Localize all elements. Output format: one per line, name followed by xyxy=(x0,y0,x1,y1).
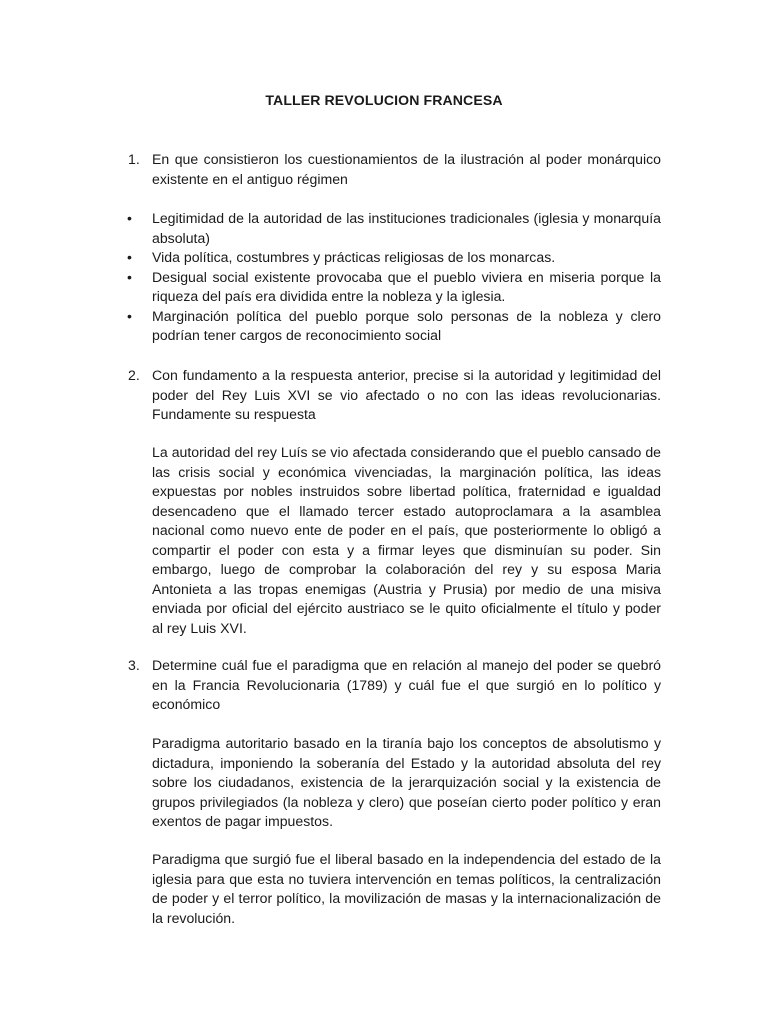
bullet-item xyxy=(127,268,661,307)
question-2 xyxy=(128,366,661,425)
question-2-number: 2. xyxy=(128,367,140,383)
bullet-item xyxy=(127,307,661,346)
question-1-text: En que consistieron los cuestionamientos de la ilustración al poder monárquico existente en el antiguo régimen xyxy=(152,151,661,187)
bullet-icon: • xyxy=(127,307,132,324)
bullet-text: Vida política, costumbres y prácticas religiosas de los monarcas. xyxy=(152,249,556,265)
bullet-text: Desigual social existente provocaba que el pueblo viviera en miseria porque la riqueza del país era dividida entre la nobleza y la iglesia. xyxy=(152,268,661,304)
question-2-answer: La autoridad del rey Luís se vio afectada considerando que el pueblo cansado de las crisis social y económica vivenciadas, la marginación política, las ideas expuestas por nobles instruidos sobre libertad política, fraternidad e igualdad desencadeno que el llamado tercer estado autoproclamara a la asamblea nacional como nuevo ente de poder en el país, que posteriormente lo obligó a compartir el poder con esta y a firmar leyes que disminuían su poder. Sin embargo, luego de comprobar la colaboración del rey y su esposa Maria Antonieta a las tropas enemigas (Austria y Prusia) por medio de una misiva enviada por oficial del ejército austriaco se le quito oficialmente el título y poder al rey Luis XVI. xyxy=(152,444,661,636)
bullet-icon: • xyxy=(127,268,132,285)
question-3-text: Determine cuál fue el paradigma que en relación al manejo del poder se quebró en la Francia Revolucionaria (1789) y cuál fue el que surgió en lo político y económico xyxy=(152,657,661,712)
bullet-text: Marginación política del pueblo porque solo personas de la nobleza y clero podrían tener cargos de reconocimiento social xyxy=(152,307,661,343)
bullet-icon: • xyxy=(127,210,132,226)
bullet-item xyxy=(127,209,661,248)
bullet-item xyxy=(127,248,661,268)
question-1-bullet-list xyxy=(127,209,661,346)
bullet-icon: • xyxy=(127,249,132,265)
bullet-text: Legitimidad de la autoridad de las instituciones tradicionales (iglesia y monarquía absoluta) xyxy=(152,210,661,246)
question-3-answer-1: Paradigma autoritario basado en la tiranía bajo los conceptos de absolutismo y dictadura, imponiendo la soberanía del Estado y la autoridad absoluta del rey sobre los ciudadanos, existencia de la jerarquización social y la existencia de grupos privilegiados (la nobleza y clero) que poseían cierto poder político y eran exentos de pagar impuestos. xyxy=(152,735,661,829)
question-1-number: 1. xyxy=(128,151,140,167)
question-3-answer-2: Paradigma que surgió fue el liberal basado en la independencia del estado de la iglesia para que esta no tuviera intervención en temas políticos, la centralización de poder y el terror político, la movilización de masas y la internacionalización de la revolución. xyxy=(152,851,661,926)
question-1 xyxy=(128,150,661,189)
question-3 xyxy=(128,656,661,715)
question-2-text: Con fundamento a la respuesta anterior, precise si la autoridad y legitimidad del poder del Rey Luis XVI se vio afectado o no con las ideas revolucionarias. Fundamente su respuesta xyxy=(152,367,661,422)
question-3-number: 3. xyxy=(128,657,140,673)
document-title: TALLER REVOLUCION FRANCESA xyxy=(265,92,503,108)
